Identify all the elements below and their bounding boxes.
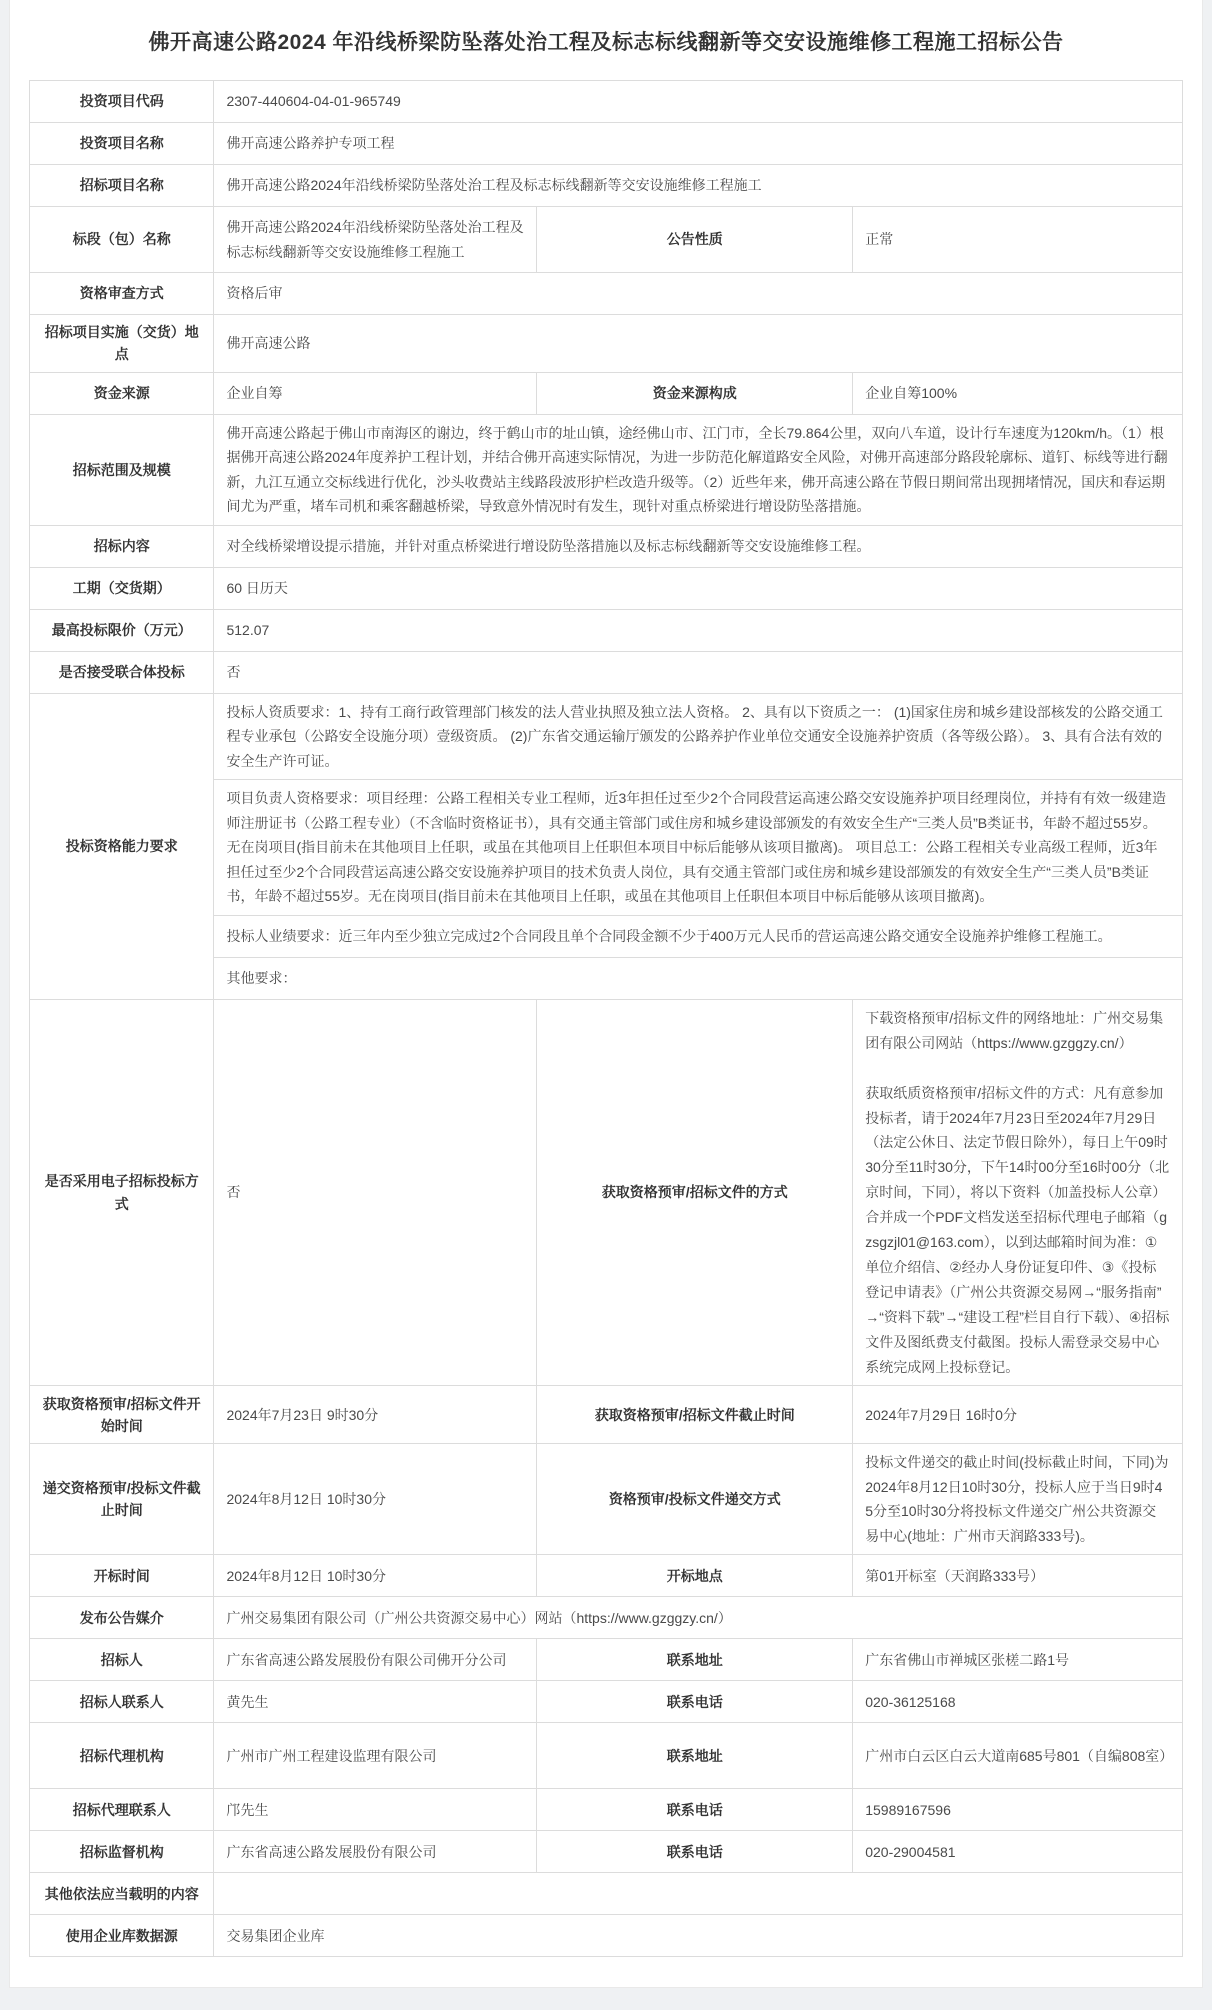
row-project-code: [30, 81, 1183, 123]
field-label: 开标地点: [537, 1555, 853, 1597]
page-title: 佛开高速公路2024 年沿线桥梁防坠落处治工程及标志标线翻新等交安设施维修工程施工招标公告: [148, 31, 1064, 54]
field-label: 获取资格预审/招标文件截止时间: [537, 1386, 853, 1444]
field-label: 标段（包）名称: [30, 207, 214, 273]
row-supervision: [30, 1831, 1183, 1873]
document-obtain-paragraph: 获取纸质资格预审/招标文件的方式：凡有意参加投标者，请于2024年7月23日至2024年7月29日（法定公休日、法定节假日除外），每日上午09时30分至11时30分，下午14时00分至16时00分（北京时间，下同），将以下资料（加盖投标人公章）合并成一个PDF文档发送至招标代理电子邮箱（gzsgzjl01@163.com），以到达邮箱时间为准：①单位介绍信、②经办人身份证复印件、③《投标登记申请表》（广州公共资源交易网→“服务指南”→“资料下载”→“建设工程”栏目自行下载）、④招标文件及图纸费支付截图。投标人需登录交易中心系统完成网上投标登记。: [865, 1084, 1170, 1375]
field-value: 020-36125168: [853, 1681, 1183, 1723]
field-label: 最高投标限价（万元）: [30, 609, 214, 651]
row-location: [30, 315, 1183, 373]
field-label: 发布公告媒介: [30, 1597, 214, 1639]
field-label: 资格审查方式: [30, 273, 214, 315]
field-value: 广州市广州工程建设监理有限公司: [214, 1723, 537, 1789]
document-obtain-paragraph: 下载资格预审/招标文件的网络地址：广州交易集团有限公司网站（https://www.gzggzy.cn/）: [865, 1009, 1164, 1051]
field-value: 15989167596: [853, 1789, 1183, 1831]
field-label: 开标时间: [30, 1555, 214, 1597]
row-scope: [30, 414, 1183, 525]
field-value: 投标人业绩要求：近三年内至少独立完成过2个合同段且单个合同段金额不少于400万元人民币的营运高速公路交通安全设施养护维修工程施工。: [214, 915, 1183, 957]
field-label: 投标资格能力要求: [30, 693, 214, 999]
field-label: 是否接受联合体投标: [30, 651, 214, 693]
field-label: 联系地址: [537, 1639, 853, 1681]
field-label: 工期（交货期）: [30, 567, 214, 609]
row-consortium: [30, 651, 1183, 693]
field-label: 招标人联系人: [30, 1681, 214, 1723]
row-section-name: [30, 207, 1183, 273]
field-value: 512.07: [214, 609, 1183, 651]
row-duration: [30, 567, 1183, 609]
field-label: 资格预审/投标文件递交方式: [537, 1444, 853, 1555]
row-bid-opening: [30, 1555, 1183, 1597]
field-label: 投资项目名称: [30, 123, 214, 165]
row-project-name: [30, 123, 1183, 165]
field-label: 其他依法应当载明的内容: [30, 1873, 214, 1915]
field-value: 企业自筹: [214, 372, 537, 414]
field-value: 第01开标室（天润路333号）: [853, 1555, 1183, 1597]
field-value: 否: [214, 651, 1183, 693]
announcement-table: [29, 80, 1183, 1957]
field-label: 联系电话: [537, 1831, 853, 1873]
row-tenderer: [30, 1639, 1183, 1681]
row-document-obtain-time: [30, 1386, 1183, 1444]
field-value: 广东省佛山市禅城区张槎二路1号: [853, 1639, 1183, 1681]
field-value: 2307-440604-04-01-965749: [214, 81, 1183, 123]
row-agency: [30, 1723, 1183, 1789]
field-value: 佛开高速公路: [214, 315, 1183, 373]
field-value: 广州市白云区白云大道南685号801（自编808室）: [853, 1723, 1183, 1789]
field-value: 广州交易集团有限公司（广州公共资源交易中心）网站（https://www.gzggzy.cn/）: [214, 1597, 1183, 1639]
field-value: 广东省高速公路发展股份有限公司佛开分公司: [214, 1639, 537, 1681]
field-value: 020-29004581: [853, 1831, 1183, 1873]
row-announcement-media: [30, 1597, 1183, 1639]
field-value: 交易集团企业库: [214, 1915, 1183, 1957]
row-tenderer-contact: [30, 1681, 1183, 1723]
field-value: 广东省高速公路发展股份有限公司: [214, 1831, 537, 1873]
field-label: 招标项目实施（交货）地点: [30, 315, 214, 373]
field-label: 递交资格预审/投标文件截止时间: [30, 1444, 214, 1555]
field-label: 招标监督机构: [30, 1831, 214, 1873]
field-value: 投标人资质要求：1、持有工商行政管理部门核发的法人营业执照及独立法人资格。 2、具有以下资质之一： (1)国家住房和城乡建设部核发的公路交通工程专业承包（公路安全设施分项）壹级资质。 (2)广东省交通运输厅颁发的公路养护作业单位交通安全设施养护资质（各等级公路）。 3、具有合法有效的安全生产许可证。: [214, 693, 1183, 780]
field-value: 2024年8月12日 10时30分: [214, 1444, 537, 1555]
field-label: 是否采用电子招标投标方式: [30, 999, 214, 1386]
field-value: 企业自筹100%: [853, 372, 1183, 414]
field-label: 投资项目代码: [30, 81, 214, 123]
field-label: 招标人: [30, 1639, 214, 1681]
field-value: 60 日历天: [214, 567, 1183, 609]
field-label: 获取资格预审/招标文件的方式: [537, 999, 853, 1386]
field-label: 资金来源: [30, 372, 214, 414]
field-value: 佛开高速公路2024年沿线桥梁防坠落处治工程及标志标线翻新等交安设施维修工程施工: [214, 207, 537, 273]
row-fund-source: [30, 372, 1183, 414]
field-label: 联系地址: [537, 1723, 853, 1789]
field-value: 佛开高速公路2024年沿线桥梁防坠落处治工程及标志标线翻新等交安设施维修工程施工: [214, 165, 1183, 207]
row-electronic-bidding: [30, 999, 1183, 1386]
row-tender-project-name: [30, 165, 1183, 207]
row-qualification-review: [30, 273, 1183, 315]
field-value: 2024年7月23日 9时30分: [214, 1386, 537, 1444]
field-label: 招标范围及规模: [30, 414, 214, 525]
field-value: 否: [214, 999, 537, 1386]
field-value: [853, 999, 1183, 1386]
field-value: 资格后审: [214, 273, 1183, 315]
field-value: 对全线桥梁增设提示措施，并针对重点桥梁进行增设防坠落措施以及标志标线翻新等交安设施维修工程。: [214, 525, 1183, 567]
field-value: 项目负责人资格要求：项目经理：公路工程相关专业工程师，近3年担任过至少2个合同段营运高速公路交安设施养护项目经理岗位，并持有有效一级建造师注册证书（公路工程专业）（不含临时资格证书），具有交通主管部门或住房和城乡建设部颁发的有效安全生产“三类人员”B类证书，年龄不超过55岁。无在岗项目(指目前未在其他项目上任职，或虽在其他项目上任职但本项目中标后能够从该项目撤离)。 项目总工：公路工程相关专业高级工程师，近3年担任过至少2个合同段营运高速公路交安设施养护项目的技术负责人岗位，具有交通主管部门或住房和城乡建设部颁发的有效安全生产“三类人员”B类证书，年龄不超过55岁。无在岗项目(指目前未在其他项目上任职，或虽在其他项目上任职但本项目中标后能够从该项目撤离)。: [214, 780, 1183, 916]
row-submission-deadline: [30, 1444, 1183, 1555]
row-enterprise-database: [30, 1915, 1183, 1957]
row-agency-contact: [30, 1789, 1183, 1831]
field-label: 招标代理联系人: [30, 1789, 214, 1831]
field-label: 招标内容: [30, 525, 214, 567]
field-value: 投标文件递交的截止时间(投标截止时间，下同)为2024年8月12日10时30分，投标人应于当日9时45分至10时30分将投标文件递交广州公共资源交易中心(地址：广州市天润路333号)。: [853, 1444, 1183, 1555]
field-label: 联系电话: [537, 1681, 853, 1723]
field-label: 招标项目名称: [30, 165, 214, 207]
field-value: 佛开高速公路养护专项工程: [214, 123, 1183, 165]
field-label: 获取资格预审/招标文件开始时间: [30, 1386, 214, 1444]
field-value: 其他要求：: [214, 957, 1183, 999]
field-value: 邝先生: [214, 1789, 537, 1831]
row-qualification-requirements: [30, 693, 1183, 780]
field-value: 2024年7月29日 16时0分: [853, 1386, 1183, 1444]
row-tender-content: [30, 525, 1183, 567]
field-label: 公告性质: [537, 207, 853, 273]
field-value: 佛开高速公路起于佛山市南海区的谢边，终于鹤山市的址山镇，途经佛山市、江门市，全长79.864公里，双向八车道，设计行车速度为120km/h。（1）根据佛开高速公路2024年度养护工程计划，并结合佛开高速实际情况，为进一步防范化解道路安全风险，对佛开高速部分路段轮廓标、道钉、标线等进行翻新，九江互通立交标线进行优化，沙头收费站主线路段波形护栏改造升级等。（2）近些年来，佛开高速公路在节假日期间常出现拥堵情况，国庆和春运期间尤为严重，堵车司机和乘客翻越桥梁，导致意外情况时有发生，现针对重点桥梁进行增设防坠落措施。: [214, 414, 1183, 525]
field-label: 使用企业库数据源: [30, 1915, 214, 1957]
field-label: 招标代理机构: [30, 1723, 214, 1789]
row-other-content: [30, 1873, 1183, 1915]
field-value: 黄先生: [214, 1681, 537, 1723]
field-label: 联系电话: [537, 1789, 853, 1831]
row-max-price: [30, 609, 1183, 651]
field-label: 资金来源构成: [537, 372, 853, 414]
field-value: 正常: [853, 207, 1183, 273]
field-value: [214, 1873, 1183, 1915]
field-value: 2024年8月12日 10时30分: [214, 1555, 537, 1597]
announcement-page: [9, 0, 1203, 1988]
